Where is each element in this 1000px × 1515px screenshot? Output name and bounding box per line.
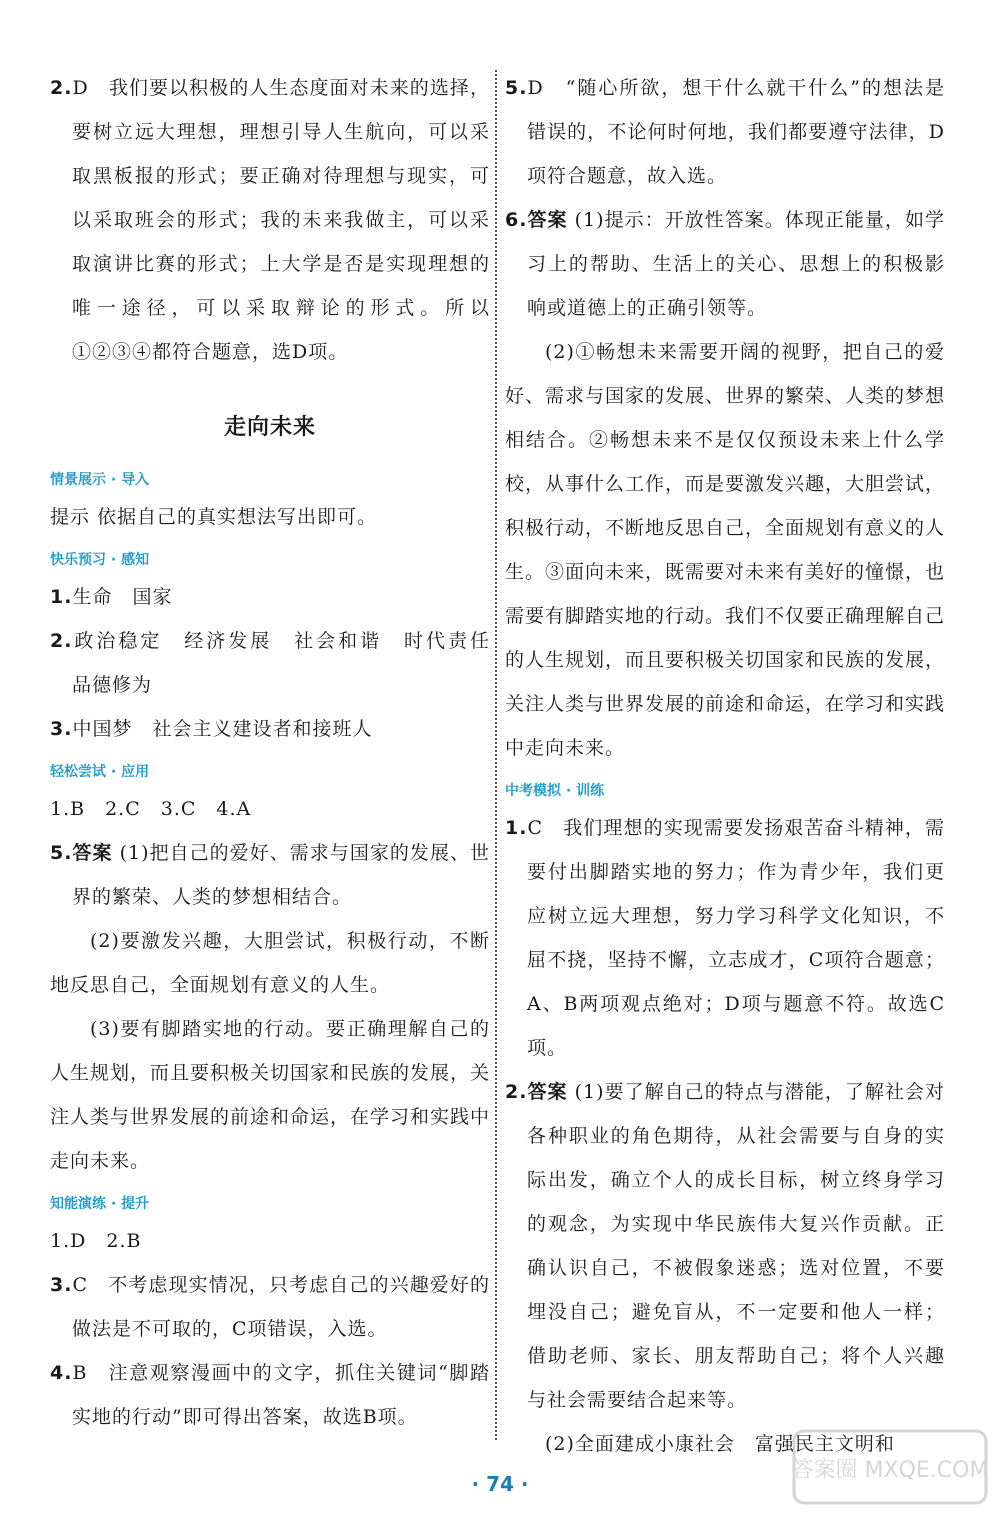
answer-2-mock [505, 1070, 945, 1422]
answer-5 [50, 831, 490, 919]
answer-6 [505, 198, 945, 330]
question-number: 3. [50, 718, 73, 740]
answer-label: 答案 [527, 209, 568, 231]
subsection-heading-intro: 情景展示 · 导入 [50, 472, 150, 488]
answer-text: C 不考虑现实情况，只考虑自己的兴趣爱好的做法是不可取的，C项错误，入选。 [72, 1274, 490, 1340]
subsection-heading-practice: 知能演练 · 提升 [50, 1196, 150, 1212]
watermark-logo-icon [790, 1427, 990, 1507]
question-number: 1. [50, 586, 73, 608]
answer-6-part2: (2)①畅想未来需要开阔的视野，把自己的爱好、需求与国家的发展、世界的繁荣、人类的梦想相结合。②畅想未来不是仅仅预设未来上什么学校，从事什么工作，而是要激发兴趣，大胆尝试，积极行动，不断地反思自己，全面规划有意义的人生。③面向未来，既需要对未来有美好的憧憬，也需要有脚踏实地的行动。我们不仅要正确理解自己的人生规划，而且要积极关切国家和民族的发展，关注人类与世界发展的前途和命运，在学习和实践中走向未来。 [505, 341, 946, 759]
tip-text: 提示 依据自己的真实想法写出即可。 [50, 506, 378, 528]
multiple-choice-answers: 1.B 2.C 3.C 4.A [50, 798, 252, 820]
answer-text: D “随心所欲，想干什么就干什么”的想法是错误的，不论何时何地，我们都要遵守法律，D项符合题意，故入选。 [527, 77, 945, 187]
question-number: 3. [50, 1274, 73, 1296]
subsection-heading-try: 轻松尝试 · 应用 [50, 764, 150, 780]
question-number: 5. [505, 77, 528, 99]
answer-text: 生命 国家 [72, 586, 173, 608]
answer-text: 政治稳定 经济发展 社会和谐 时代责任 品德修为 [72, 630, 511, 696]
answer-3 [50, 707, 490, 751]
answer-text: B 注意观察漫画中的文字，抓住关键词“脚踏实地的行动”即可得出答案，故选B项。 [72, 1362, 490, 1428]
answer-5-part3: (3)要有脚踏实地的行动。要正确理解自己的人生规划，而且要积极关切国家和民族的发展，关注人类与世界发展的前途和命运，在学习和实践中走向未来。 [50, 1018, 491, 1172]
answer-4b [50, 1351, 490, 1439]
answer-text: (1)提示：开放性答案。体现正能量，如学习上的帮助、生活上的关心、思想上的积极影响或道德上的正确引领等。 [527, 209, 945, 319]
question-number: 2. [50, 77, 73, 99]
column-divider [495, 70, 497, 1440]
answer-text: C 我们理想的实现需要发扬艰苦奋斗精神，需要付出脚踏实地的努力；作为青少年，我们更应树立远大理想，努力学习科学文化知识，不屈不挠，坚持不懈，立志成才，C项符合题意；A、B两项观点绝对；D项与题意不符。故选C项。 [527, 817, 945, 1059]
question-number: 2. [50, 630, 73, 652]
answer-3b [50, 1263, 490, 1351]
answer-5-right [505, 66, 945, 198]
answer-2 [50, 619, 511, 707]
page-number: · 74 · [471, 1472, 529, 1496]
question-number: 5. [50, 842, 73, 864]
answer-label: 答案 [72, 842, 113, 864]
section-title: 走向未来 [223, 415, 316, 440]
answer-1-mock [505, 806, 945, 1070]
multiple-choice-answers-2: 1.D 2.B [50, 1230, 142, 1252]
answer-text: D 我们要以积极的人生态度面对未来的选择，要树立远大理想，理想引导人生航向，可以采取黑板报的形式；要正确对待理想与现实，可以采取班会的形式；我的未来我做主，可以采取演讲比赛的形式；上大学是否是实现理想的唯一途径，可以采取辩论的形式。所以①②③④都符合题意，选D项。 [72, 77, 490, 363]
answer-text: (1)要了解自己的特点与潜能，了解社会对各种职业的角色期待，从社会需要与自身的实际出发，确立个人的成长目标，树立终身学习的观念，为实现中华民族伟大复兴作贡献。正确认识自己，不被假象迷惑；选对位置，不要埋没自己；避免盲从，不一定要和他人一样；借助老师、家长、朋友帮助自己；将个人兴趣与社会需要结合起来等。 [527, 1081, 945, 1411]
left-column [50, 66, 511, 1439]
subsection-heading-preview: 快乐预习 · 感知 [50, 552, 150, 568]
answer-5-part2: (2)要激发兴趣，大胆尝试，积极行动，不断地反思自己，全面规划有意义的人生。 [50, 930, 490, 996]
answer-2-intro [50, 66, 490, 374]
watermark-text: 答案圈 MXQE.COM [791, 1458, 989, 1483]
subsection-heading-mock-exam: 中考模拟 · 训练 [505, 783, 605, 799]
answer-label: 答案 [527, 1081, 568, 1103]
question-number: 2. [505, 1081, 528, 1103]
question-number: 1. [505, 817, 528, 839]
right-column [505, 66, 945, 1466]
answer-1 [50, 575, 490, 619]
answer-2-mock-part2: (2)全面建成小康社会 富强民主文明和 [545, 1433, 895, 1455]
question-number: 6. [505, 209, 528, 231]
answer-text: 中国梦 社会主义建设者和接班人 [72, 718, 373, 740]
question-number: 4. [50, 1362, 73, 1384]
answer-text: (1)把自己的爱好、需求与国家的发展、世界的繁荣、人类的梦想相结合。 [72, 842, 490, 908]
